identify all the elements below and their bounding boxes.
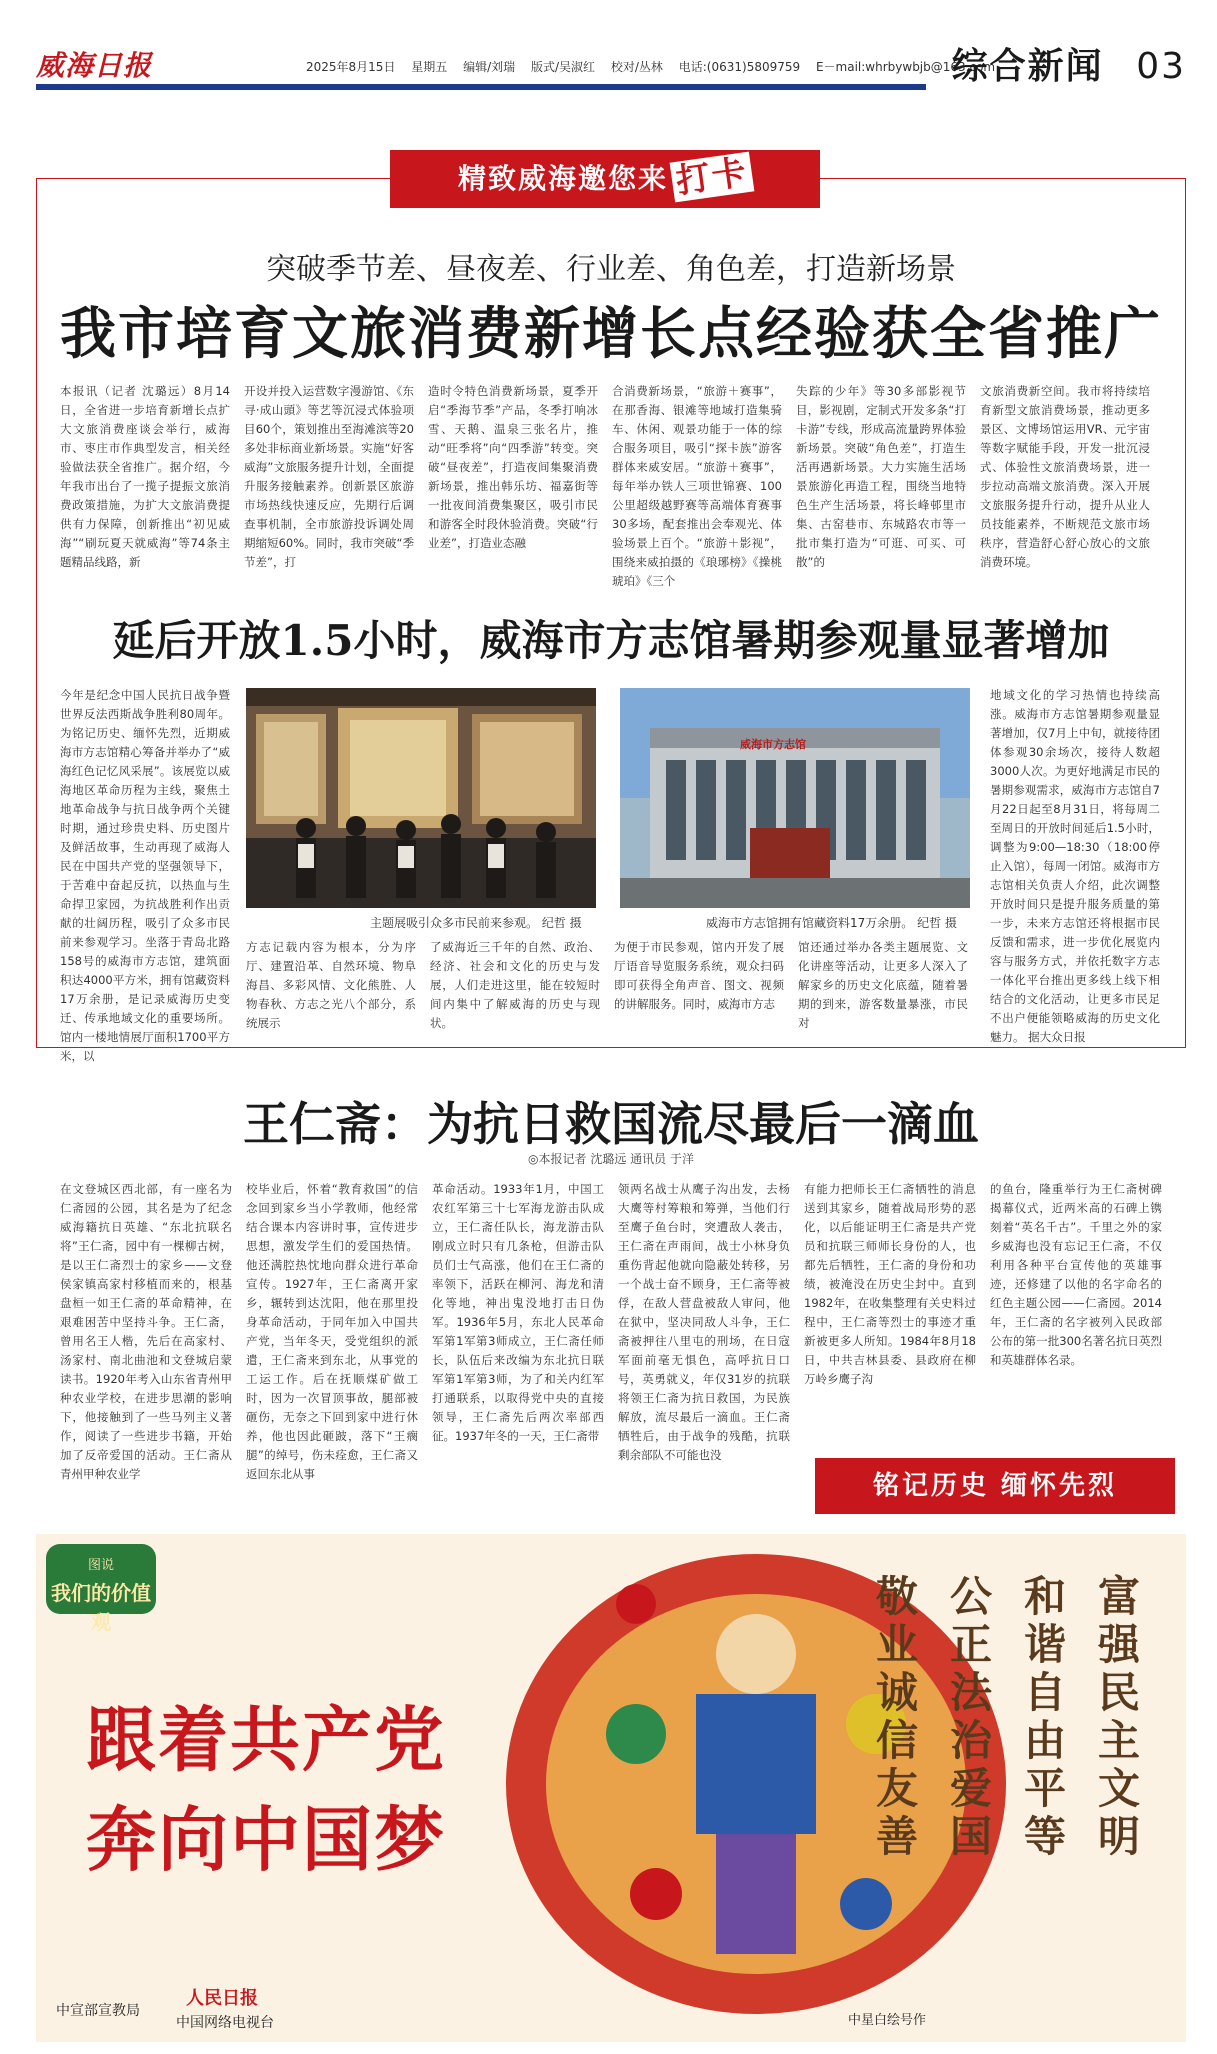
poster-title-line2: 奔向中国梦 <box>86 1799 446 1881</box>
article3-column: 领两名战士从鹰子沟出发，去杨大鹰等村筹粮和筹弹，当他们行至鹰子鱼台时，突遭敌人袭击，王仁斋在声雨间，战士小林身负重伤背起他就向隐蔽处转移，另一个战士奋不顾身，王仁斋等被俘，在敌人营盘被敌人审问，他在狱中，坚决同敌人斗争，王仁斋被押往八里屯的刑场，在日寇军面前毫无惧色，高呼抗日口号，英勇就义，年仅31岁的抗联将领王仁斋为抗日救国，为民族解放，流尽最后一滴血。王仁斋牺牲后，由于战争的残酷，抗联剩余部队不可能也没 <box>618 1182 790 1462</box>
exhibition-photo-caption: 主题展吸引众多市民前来参观。 纪哲 摄 <box>370 916 582 930</box>
article3-byline: ◎本报记者 沈璐远 通讯员 于洋 <box>528 1152 694 1166</box>
banner-label: 精致威海邀您来 <box>457 162 668 195</box>
issue-proof: 校对/丛林 <box>610 60 663 74</box>
section-title <box>952 38 1186 89</box>
article1-column: 文旅消费新空间。我市将持续培育新型文旅消费场景，推动更多景区、文博场馆运用VR、元宇宙等数字赋能手段，开发一批沉浸式、体验性文旅消费场景，进一步拉动高端文旅消费。深入开展文旅服务提升行动，提升从业人员技能素养，不断规范文旅市场秩序，营造舒心舒心放心的文旅消费环境。 <box>980 384 1150 569</box>
building-photo-caption: 威海市方志馆拥有馆藏资料17万余册。 纪哲 摄 <box>706 916 957 930</box>
article2-column-left: 今年是纪念中国人民抗日战争暨世界反法西斯战争胜利80周年。为铭记历史、缅怀先烈，近期威海市方志馆精心筹备并举办了“威海红色记忆风采展”。该展览以威海地区革命历程为主线，聚焦土地革命战争与抗日战争两个关键时期，通过珍贵史料、历史图片及鲜活故事，生动再现了威海人民在中国共产党的坚强领导下，于苦难中奋起反抗，以热血与生命捍卫家园，为抗战胜利作出贡献的壮阔历程，吸引了众多市民前来参观学习。坐落于青岛北路158号的威海市方志馆，建筑面积达4000平方米，拥有馆藏资料17万余册，是记录威海历史变迁、传承地域文化的重要场所。馆内一楼地情展厅面积1700平方米，以 <box>60 688 230 1063</box>
issue-email: E－mail:whrbywbjb@163.com <box>815 60 996 74</box>
article2-body-lower <box>246 938 970 1030</box>
poster <box>36 1534 1186 2042</box>
article1-column: 开设并投入运营数字漫游馆、《东寻·成山頭》等艺等沉浸式体验项目60个，策划推出至海滩滨等20多处非标商业新场景。实施“好客威海”文旅服务提升计划，全面提升服务接触素养。创新景区旅游市场热线快速反应，先期行后调查事机制，全市旅游投诉调处周期缩短60%。同时，我市突破“季节差”，打 <box>244 384 414 569</box>
issue-phone: 电话:(0631)5809759 <box>678 60 801 74</box>
page-number: 03 <box>1136 46 1186 87</box>
core-values <box>864 1574 1146 1862</box>
article1-body <box>60 382 1160 590</box>
article1-column: 本报讯（记者 沈璐远）8月14日，全省进一步培育新增长点扩大文旅消费座谈会举行，威海市、枣庄市作典型发言，相关经验做法获全省推广。据介绍，今年我市出台了一揽子提振文旅消费政策措施，为扩大文旅消费提供有力保障，创新推出“初见威海”“刷玩夏天就威海”等74条主题精品线路，新 <box>60 384 230 569</box>
article2-column: 了威海近三千年的自然、政治、经济、社会和文化的历史与发展，人们走进这里，能在较短时间内集中了解威海的历史与现状。 <box>430 940 600 1030</box>
article2-column: 馆还通过举办各类主题展览、文化讲座等活动，让更多人深入了解家乡的历史文化底蕴，随着暑期的到来，游客数量暴涨，市民对 <box>798 940 968 1030</box>
building-sign: 威海市方志馆 <box>740 738 806 751</box>
article3-headline: 王仁斋：为抗日救国流尽最后一滴血 <box>243 1097 979 1151</box>
poster-brand-1: 中宣部宣教局 <box>56 2003 140 2019</box>
article3-column: 在文登城区西北部，有一座名为仁斋园的公园，其名是为了纪念威海籍抗日英雄、“东北抗联名将”王仁斋，园中有一棵柳古树，是以王仁斋烈士的家乡——文登侯家镇高家村移植而来的，根基盘桓一如王仁斋的革命精神，在艰难困苦中坚持斗争。王仁斋，曾用名王人楷，先后在高家村、汤家村、南北曲池和文登城启蒙读书。1920年考入山东省青州甲种农业学校，在进步思潮的影响下，他接触到了一些马列主义著作，阅读了一些进步书籍，开始加了反帝爱国的活动。王仁斋从青州甲种农业学 <box>60 1182 232 1481</box>
article2-column: 方志记载内容为根本，分为序厅、建置沿革、自然环境、物阜海昌、多彩风情、文化熊胜、人物春秋、方志之光八个部分，系统展示 <box>246 940 416 1030</box>
exhibition-photo <box>246 688 596 908</box>
building-photo <box>620 688 970 908</box>
feature-banner <box>390 150 820 208</box>
article1-headline: 我市培育文旅消费新增长点经验获全省推广 <box>60 301 1162 367</box>
article2-headline: 延后开放1.5小时，威海市方志馆暑期参观量显著增加 <box>112 616 1110 665</box>
article1-column: 合消费新场景，“旅游＋赛事”，在那香海、银滩等地域打造集骑车、休闲、观景功能于一体的综合服务项目，吸引“探卡族”游客群体来威安居。“旅游＋赛事”，每年举办铁人三项世锦赛、100公里超级越野赛等高端体育赛事30多场，配套推出会奉观光、体验场景上百个。“旅游＋影视”，围绕来威拍摄的《琅琊榜》《操桃琥珀》《三个 <box>612 384 782 588</box>
article3-column: 革命活动。1933年1月，中国工农红军第三十七军海龙游击队成立，王仁斋任队长，海龙游击队刚成立时只有几条枪，但游击队员们士气高涨，他们在王仁斋的率领下，活跃在柳河、海龙和清化等地，神出鬼没地打击日伪军。1936年5月，东北人民革命军第1军第3师成立，王仁斋任师长，队伍后来改编为东北抗日联军第1军第3师，为了和关内红军打通联系，以取得党中央的直接领导，王仁斋先后两次率部西征。1937年冬的一天，王仁斋带 <box>432 1182 604 1443</box>
poster-title-line1: 跟着共产党 <box>86 1699 446 1781</box>
article2-column-right: 地域文化的学习热情也持续高涨。威海市方志馆暑期参观量显著增加，仅7月上中旬，就接待团体参观30余场次，接待人数超3000人次。为更好地满足市民的暑期参观需求，威海市方志馆自7月22日起至8月31日，将每周二至周日的开放时间延后1.5小时，调整为9:00—18:30（18:00停止入馆），每周一闭馆。威海市方志馆相关负责人介绍，此次调整开放时间只是提升服务质量的第一步，未来方志馆还将根据市民反馈和需求，进一步优化展览内容与服务方式，并依托数字方志一体化平台推出更多线上线下相结合的文化活动，让更多市民足不出户便能领略威海的历史文化魅力。 据大众日报 <box>990 688 1160 1044</box>
poster-tag-top: 图说 <box>87 1558 114 1573</box>
issue-meta <box>306 58 1007 75</box>
banner-punch: 打卡 <box>670 152 755 203</box>
core-values-column: 富强民主文明 <box>1092 1574 1141 1862</box>
newspaper-logo: 威海日报 <box>36 49 153 82</box>
issue-weekday: 星期五 <box>411 60 448 74</box>
article3-body <box>60 1180 1180 1481</box>
article3-column: 有能力把师长王仁斋牺牲的消息送到其家乡，随着战局形势的恶化，以后能证明王仁斋是共产党员和抗联三师师长身份的人，也都先后牺牲，王仁斋的身份和功绩，被淹没在历史尘封中。直到1982年，在收集整理有关史料过程中，王仁斋等烈士的事迹才重新被更多人所知。1984年8月18日，中共吉林县委、县政府在柳万岭乡鹰子沟 <box>804 1182 976 1386</box>
issue-layout: 版式/吴淑红 <box>531 60 596 74</box>
article3-column: 的鱼台，隆重举行为王仁斋树碑揭幕仪式，近两米高的石碑上镌刻着“英名千古”。千里之外的家乡威海也没有忘记王仁斋，不仅利用各种平台宣传他的英雄事迹，还修建了以他的名字命名的红色主题公园——仁斋园。2014年，王仁斋的名字被列入民政部公布的第一批300名著名抗日英烈和英雄群体名录。 <box>990 1182 1162 1367</box>
article3-column: 校毕业后，怀着“教育救国”的信念回到家乡当小学教师，他经常结合课本内容讲时事，宣传进步思想，激发学生们的爱国热情。他还满腔热忱地向群众进行革命宣传。1927年，王仁斋离开家乡，辗转到达沈阳，他在那里投身革命活动，于同年加入中国共产党，当年冬天，受党组织的派遣，王仁斋来到东北，从事党的工运工作。后在抚顺煤矿做工时，因为一次冒顶事故，腿部被砸伤，无奈之下回到家中进行休养，他也因此砸跛，落下“王瘸腿”的绰号，伤未痊愈，王仁斋又返回东北从事 <box>246 1182 418 1481</box>
article1-column: 失踪的少年》等30多部影视节目，影视剧，定制式开发多条“打卡游”专线，形成高流量跨界体验新场景。突破“角色差”，打造生活再遇新场景。大力实施生活场景旅游化再造工程，围绕当地特色生产生活场景，将长峰邨里市集、古窑巷市、东城路农市等一批市集打造为“可逛、可买、可散”的 <box>796 384 966 569</box>
poster-brand-2: 人民日报 <box>186 1988 258 2009</box>
poster-tag-main: 我们的价值观 <box>51 1581 151 1634</box>
issue-editor: 编辑/刘瑞 <box>463 60 516 74</box>
article2-column: 为便于市民参观，馆内开发了展厅语音导览服务系统，观众扫码即可获得全角声音、图文、视频的讲解服务。同时，威海市方志 <box>614 940 784 1011</box>
issue-date: 2025年8月15日 <box>306 60 396 74</box>
article1-column: 造时令特色消费新场景，夏季开启“季海节季”产品，冬季打响冰雪、天鹅、温泉三张名片，推动“旺季将”向“四季游”转变。突破“昼夜差”，打造夜间集聚消费新场景，推出韩乐坊、福嘉街等一批夜间消费集聚区，吸引市民和游客全时段休验消费。突破“行业差”，打造业态融 <box>428 384 598 550</box>
core-values-column: 敬业诚信友善 <box>870 1574 919 1862</box>
poster-author: 中星白绘号作 <box>847 2013 926 2028</box>
core-values-column: 和谐自由平等 <box>1018 1574 1067 1862</box>
building-photo-art <box>620 688 970 908</box>
header-rule <box>36 84 926 90</box>
exhibition-photo-art <box>246 688 596 908</box>
article3-stamp: 铭记历史 缅怀先烈 <box>815 1458 1175 1514</box>
poster-brand-3: 中国网络电视台 <box>176 2015 274 2031</box>
core-values-column: 公正法治爱国 <box>944 1574 993 1862</box>
poster-tag <box>46 1544 156 1634</box>
masthead <box>36 36 1186 86</box>
section-name: 综合新闻 <box>951 46 1104 87</box>
article1-subtitle: 突破季节差、昼夜差、行业差、角色差，打造新场景 <box>266 252 956 287</box>
